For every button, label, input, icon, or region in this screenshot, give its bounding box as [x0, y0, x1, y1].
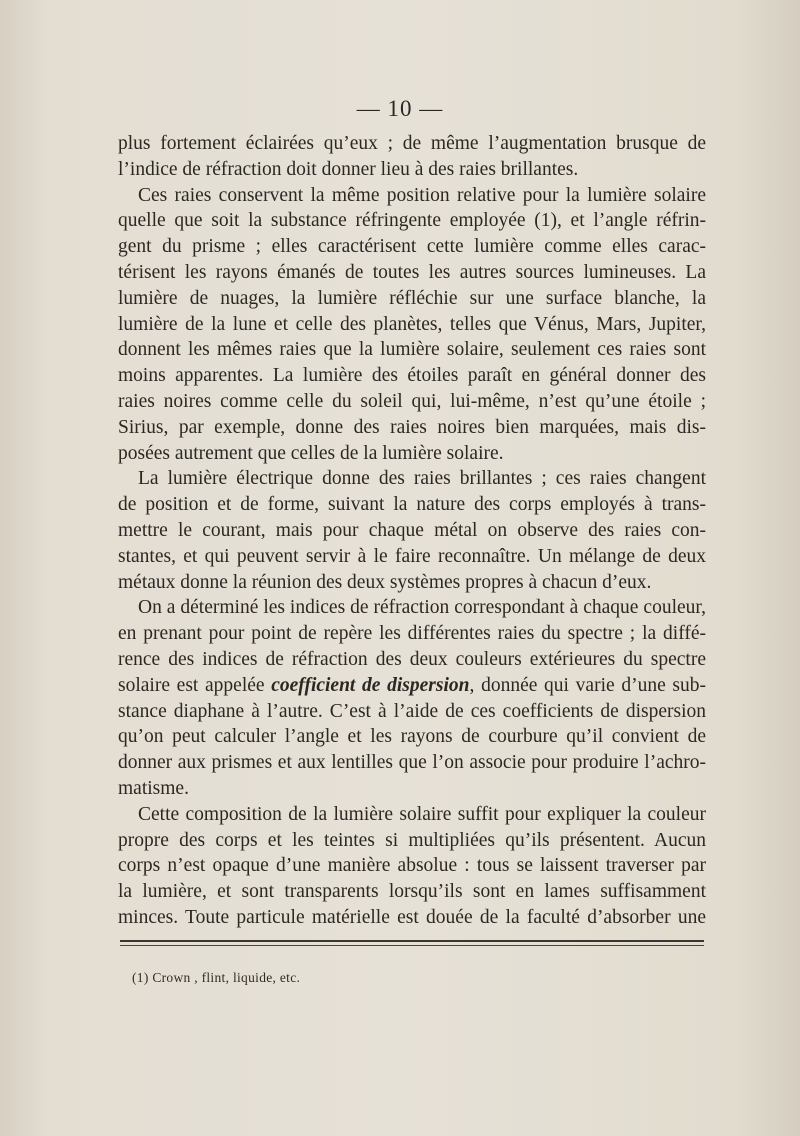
- text-line: [118, 518, 706, 544]
- text-line: [118, 724, 706, 750]
- text-line: [118, 673, 706, 699]
- text-line: [118, 157, 706, 183]
- text-line: [118, 776, 706, 802]
- text-segment: de position et de forme, suivant la nature des corps employés à trans-: [118, 494, 706, 516]
- text-segment: minces. Toute particule matérielle est douée de la faculté d’absorber une: [118, 906, 706, 928]
- text-segment: La lumière électrique donne des raies brillantes ; ces raies changent: [138, 468, 706, 490]
- text-segment: gent du prisme ; elles caractérisent cette lumière comme elles carac-: [118, 236, 706, 258]
- text-line: [118, 828, 706, 854]
- text-line: [118, 802, 706, 828]
- text-segment: Sirius, par exemple, donne des raies noires bien marquées, mais dis-: [118, 416, 706, 438]
- text-line: [118, 879, 706, 905]
- text-line: [118, 544, 706, 570]
- page-number: — 10 —: [356, 96, 444, 121]
- text-segment: mettre le courant, mais pour chaque métal on observe des raies con-: [118, 519, 706, 541]
- text-segment: lumière de la lune et celle des planètes, telles que Vénus, Mars, Jupiter,: [118, 313, 706, 335]
- text-segment: solaire est appelée: [118, 674, 272, 696]
- text-segment: métaux donne la réunion des deux systèmes propres à chacun d’eux.: [118, 571, 652, 593]
- text-segment: posées autrement que celles de la lumière solaire.: [118, 442, 504, 464]
- text-segment: Ces raies conservent la même position relative pour la lumière solaire: [138, 184, 706, 206]
- text-line: [118, 363, 706, 389]
- text-line: [118, 286, 706, 312]
- text-segment: On a déterminé les indices de réfraction correspondant à chaque couleur,: [138, 597, 706, 619]
- text-segment: quelle que soit la substance réfringente employée (1), et l’angle réfrin-: [118, 210, 706, 232]
- text-line: [118, 131, 706, 157]
- text-segment: térisent les rayons émanés de toutes les autres sources lumineuses. La: [118, 261, 706, 283]
- text-segment: stance diaphane à l’autre. C’est à l’aide de ces coefficients de dispersion: [118, 700, 706, 722]
- text-line: [118, 570, 706, 596]
- text-segment: raies noires comme celle du soleil qui, lui-même, n’est qu’une étoile ;: [118, 390, 706, 412]
- text-line: [118, 260, 706, 286]
- footnote-separator-thick: [120, 940, 704, 942]
- text-line: [118, 234, 706, 260]
- text-segment: lumière de nuages, la lumière réfléchie sur une surface blanche, la: [118, 287, 706, 309]
- text-line: [118, 466, 706, 492]
- text-line: [118, 492, 706, 518]
- text-line: [118, 750, 706, 776]
- text-line: [118, 312, 706, 338]
- body-text: [118, 131, 706, 931]
- text-segment: donner aux prismes et aux lentilles que l’on associe pour produire l’achro-: [118, 752, 706, 774]
- text-segment: donnent les mêmes raies que la lumière solaire, seulement ces raies sont: [118, 339, 706, 361]
- text-line: [118, 621, 706, 647]
- text-segment: matisme.: [118, 777, 189, 799]
- text-segment: moins apparentes. La lumière des étoiles paraît en général donner des: [118, 365, 706, 387]
- footnote: (1) Crown , flint, liquide, etc.: [132, 970, 301, 985]
- text-line: [118, 441, 706, 467]
- text-segment: propre des corps et les teintes si multipliées qu’ils présentent. Aucun: [118, 829, 706, 851]
- text-segment: rence des indices de réfraction des deux couleurs extérieures du spectre: [118, 648, 706, 670]
- emphasized-term: coefficient de dispersion: [271, 674, 470, 696]
- text-line: [118, 337, 706, 363]
- text-segment: stantes, et qui peuvent servir à le faire reconnaître. Un mélange de deux: [118, 545, 706, 567]
- text-line: [118, 699, 706, 725]
- text-line: [118, 647, 706, 673]
- text-segment: corps n’est opaque d’une manière absolue : tous se laissent traverser par: [118, 855, 706, 877]
- text-segment: l’indice de réfraction doit donner lieu à des raies brillantes.: [118, 158, 579, 180]
- text-line: [118, 415, 706, 441]
- text-segment: en prenant pour point de repère les différentes raies du spectre ; la diffé-: [118, 623, 706, 645]
- text-line: [118, 853, 706, 879]
- text-segment: la lumière, et sont transparents lorsqu’ils sont en lames suffisamment: [118, 881, 706, 903]
- text-segment: , donnée qui varie d’une sub-: [469, 674, 706, 696]
- text-line: [118, 208, 706, 234]
- footnote-separator-thin: [120, 945, 704, 946]
- text-line: [118, 183, 706, 209]
- text-line: [118, 905, 706, 931]
- text-segment: qu’on peut calculer l’angle et les rayons de courbure qu’il convient de: [118, 726, 706, 748]
- text-line: [118, 595, 706, 621]
- text-segment: plus fortement éclairées qu’eux ; de même l’augmentation brusque de: [118, 133, 706, 154]
- text-segment: Cette composition de la lumière solaire suffit pour expliquer la couleur: [138, 803, 706, 825]
- text-line: [118, 389, 706, 415]
